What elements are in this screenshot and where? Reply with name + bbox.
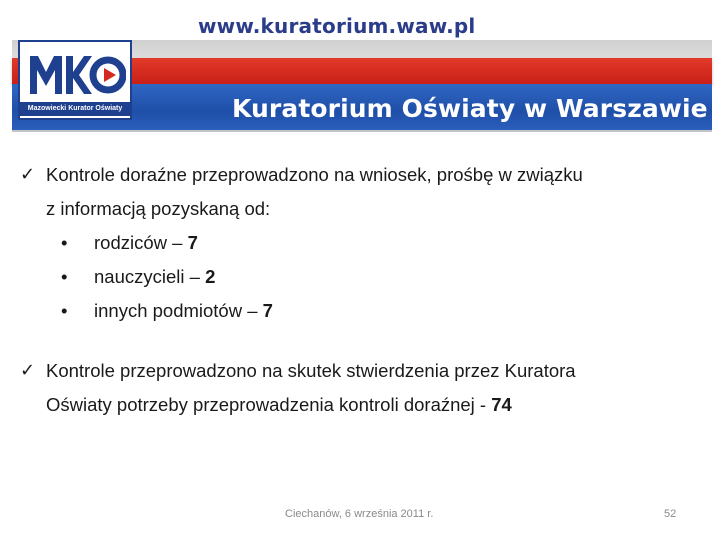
sub-list-item xyxy=(46,260,700,294)
check-icon: ✓ xyxy=(20,360,36,381)
logo xyxy=(18,40,132,120)
bullet-icon: • xyxy=(61,266,68,287)
sub-list xyxy=(46,226,700,328)
bullet-icon: • xyxy=(61,300,68,321)
sub-list-item xyxy=(46,226,700,260)
slide-content xyxy=(20,158,700,422)
item-text-line: z informacją pozyskaną od: xyxy=(46,198,271,219)
sub-item-value: 7 xyxy=(262,300,273,321)
sub-item-value: 7 xyxy=(187,232,198,253)
footer-text: Ciechanów, 6 września 2011 r. xyxy=(285,508,434,520)
item-text: Oświaty potrzeby przeprowadzenia kontroli doraźnej - xyxy=(46,394,492,415)
item-text-line: Kontrole przeprowadzono na skutek stwierdzenia przez Kuratora xyxy=(46,360,576,381)
item-value: 74 xyxy=(491,394,512,415)
page-title: Kuratorium Oświaty w Warszawie xyxy=(232,94,708,123)
page-number: 52 xyxy=(664,508,677,520)
sub-item-label: rodziców – xyxy=(94,232,188,253)
sub-item-label: nauczycieli – xyxy=(94,266,206,287)
sub-item-label: innych podmiotów – xyxy=(94,300,263,321)
logo-caption: Mazowiecki Kurator Oświaty xyxy=(20,102,130,116)
list-item xyxy=(20,354,700,422)
list-item xyxy=(20,158,700,328)
bullet-icon: • xyxy=(61,232,68,253)
item-text-line xyxy=(46,388,700,422)
item-text-line: Kontrole doraźne przeprowadzono na wniosek, prośbę w związku xyxy=(46,164,583,185)
site-url: www.kuratorium.waw.pl xyxy=(198,14,476,38)
sub-item-value: 2 xyxy=(205,266,216,287)
sub-list-item xyxy=(46,294,700,328)
header xyxy=(0,0,720,140)
check-icon: ✓ xyxy=(20,164,36,185)
mko-logo-icon xyxy=(26,50,126,98)
